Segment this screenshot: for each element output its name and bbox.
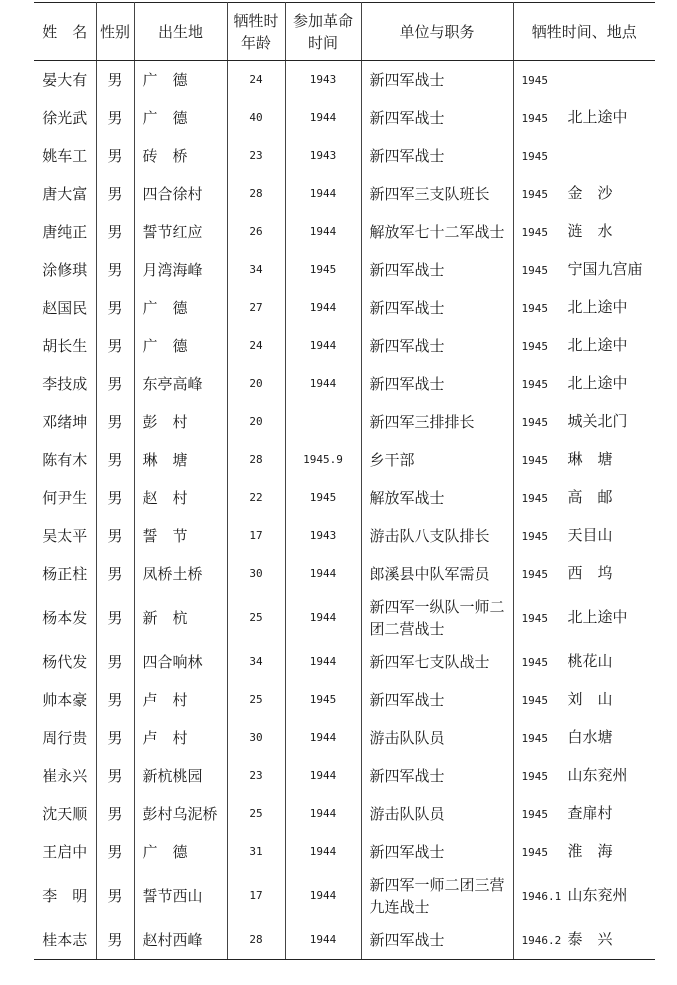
cell-age: 20 bbox=[227, 365, 285, 403]
death-year: 1945 bbox=[521, 694, 548, 707]
cell-unit-position: 新四军战士 bbox=[361, 921, 513, 960]
cell-birthplace: 誓节红应 bbox=[134, 213, 227, 251]
death-place: 北上途中 bbox=[567, 108, 628, 126]
cell-sex: 男 bbox=[96, 871, 134, 921]
death-place: 刘 山 bbox=[567, 690, 613, 708]
cell-unit-position: 新四军七支队战士 bbox=[361, 643, 513, 681]
cell-sex: 男 bbox=[96, 921, 134, 960]
cell-join-year: 1944 bbox=[285, 213, 361, 251]
cell-age: 20 bbox=[227, 403, 285, 441]
cell-unit-position: 郎溪县中队军需员 bbox=[361, 555, 513, 593]
table-row bbox=[34, 719, 655, 757]
cell-death-time-place bbox=[513, 719, 655, 757]
cell-join-year: 1944 bbox=[285, 555, 361, 593]
cell-birthplace: 四合徐村 bbox=[134, 175, 227, 213]
cell-name: 杨代发 bbox=[34, 643, 96, 681]
death-year: 1945 bbox=[521, 454, 548, 467]
header-row bbox=[34, 3, 655, 61]
martyrs-table bbox=[34, 2, 655, 960]
cell-birthplace: 卢 村 bbox=[134, 719, 227, 757]
table-row bbox=[34, 441, 655, 479]
table-row bbox=[34, 137, 655, 175]
cell-join-year: 1945 bbox=[285, 251, 361, 289]
cell-sex: 男 bbox=[96, 681, 134, 719]
death-year: 1945 bbox=[521, 770, 548, 783]
death-year: 1946.2 bbox=[521, 934, 562, 947]
cell-unit-position: 新四军战士 bbox=[361, 681, 513, 719]
cell-birthplace: 东亭高峰 bbox=[134, 365, 227, 403]
cell-join-year: 1943 bbox=[285, 517, 361, 555]
cell-birthplace: 新杭桃园 bbox=[134, 757, 227, 795]
cell-name: 赵国民 bbox=[34, 289, 96, 327]
cell-sex: 男 bbox=[96, 555, 134, 593]
cell-age: 31 bbox=[227, 833, 285, 871]
table-row bbox=[34, 643, 655, 681]
cell-death-time-place bbox=[513, 555, 655, 593]
cell-name: 徐光武 bbox=[34, 99, 96, 137]
cell-death-time-place bbox=[513, 833, 655, 871]
death-year: 1945 bbox=[521, 150, 548, 163]
cell-birthplace: 誓 节 bbox=[134, 517, 227, 555]
cell-unit-position: 新四军三排排长 bbox=[361, 403, 513, 441]
cell-sex: 男 bbox=[96, 365, 134, 403]
cell-unit-position: 新四军三支队班长 bbox=[361, 175, 513, 213]
cell-unit-position: 解放军战士 bbox=[361, 479, 513, 517]
cell-sex: 男 bbox=[96, 517, 134, 555]
cell-age: 30 bbox=[227, 555, 285, 593]
death-year: 1945 bbox=[521, 612, 548, 625]
cell-join-year: 1944 bbox=[285, 289, 361, 327]
cell-unit-position: 新四军战士 bbox=[361, 99, 513, 137]
cell-sex: 男 bbox=[96, 289, 134, 327]
table-row bbox=[34, 757, 655, 795]
death-year: 1945 bbox=[521, 74, 548, 87]
cell-death-time-place bbox=[513, 61, 655, 100]
table-row bbox=[34, 289, 655, 327]
table-row bbox=[34, 795, 655, 833]
cell-age: 28 bbox=[227, 921, 285, 960]
cell-death-time-place bbox=[513, 137, 655, 175]
cell-join-year: 1944 bbox=[285, 795, 361, 833]
cell-sex: 男 bbox=[96, 137, 134, 175]
header-join-year: 参加革命时间 bbox=[285, 3, 361, 61]
cell-sex: 男 bbox=[96, 795, 134, 833]
cell-name: 晏大有 bbox=[34, 61, 96, 100]
cell-death-time-place bbox=[513, 921, 655, 960]
cell-age: 26 bbox=[227, 213, 285, 251]
cell-unit-position: 新四军战士 bbox=[361, 137, 513, 175]
cell-unit-position: 新四军一纵队一师二团二营战士 bbox=[361, 593, 513, 643]
cell-unit-position: 新四军战士 bbox=[361, 61, 513, 100]
table-row bbox=[34, 61, 655, 100]
death-year: 1945 bbox=[521, 846, 548, 859]
table-row bbox=[34, 251, 655, 289]
cell-birthplace: 新 杭 bbox=[134, 593, 227, 643]
cell-age: 17 bbox=[227, 517, 285, 555]
cell-age: 23 bbox=[227, 757, 285, 795]
cell-death-time-place bbox=[513, 175, 655, 213]
cell-death-time-place bbox=[513, 871, 655, 921]
cell-name: 何尹生 bbox=[34, 479, 96, 517]
death-year: 1946.1 bbox=[521, 890, 562, 903]
cell-death-time-place bbox=[513, 795, 655, 833]
header-birthplace: 出生地 bbox=[134, 3, 227, 61]
cell-name: 桂本志 bbox=[34, 921, 96, 960]
cell-name: 唐纯正 bbox=[34, 213, 96, 251]
table-row bbox=[34, 833, 655, 871]
cell-death-time-place bbox=[513, 757, 655, 795]
cell-join-year bbox=[285, 403, 361, 441]
cell-birthplace: 广 德 bbox=[134, 61, 227, 100]
cell-death-time-place bbox=[513, 593, 655, 643]
cell-death-time-place bbox=[513, 365, 655, 403]
table-body bbox=[34, 61, 655, 960]
death-place: 宁国九宫庙 bbox=[567, 260, 643, 278]
cell-death-time-place bbox=[513, 643, 655, 681]
cell-age: 25 bbox=[227, 795, 285, 833]
table-row bbox=[34, 921, 655, 960]
death-year: 1945 bbox=[521, 226, 548, 239]
cell-sex: 男 bbox=[96, 403, 134, 441]
cell-join-year: 1944 bbox=[285, 643, 361, 681]
cell-age: 34 bbox=[227, 643, 285, 681]
death-year: 1945 bbox=[521, 112, 548, 125]
cell-join-year: 1945 bbox=[285, 681, 361, 719]
cell-age: 30 bbox=[227, 719, 285, 757]
cell-age: 28 bbox=[227, 441, 285, 479]
cell-birthplace: 誓节西山 bbox=[134, 871, 227, 921]
cell-age: 25 bbox=[227, 593, 285, 643]
cell-age: 25 bbox=[227, 681, 285, 719]
cell-unit-position: 解放军七十二军战士 bbox=[361, 213, 513, 251]
table-row bbox=[34, 99, 655, 137]
death-year: 1945 bbox=[521, 302, 548, 315]
death-year: 1945 bbox=[521, 378, 548, 391]
cell-unit-position: 新四军战士 bbox=[361, 327, 513, 365]
death-place: 城关北门 bbox=[567, 412, 628, 430]
cell-death-time-place bbox=[513, 403, 655, 441]
cell-name: 王启中 bbox=[34, 833, 96, 871]
cell-unit-position: 新四军战士 bbox=[361, 833, 513, 871]
death-year: 1945 bbox=[521, 530, 548, 543]
death-year: 1945 bbox=[521, 188, 548, 201]
death-year: 1945 bbox=[521, 264, 548, 277]
cell-unit-position: 新四军战士 bbox=[361, 365, 513, 403]
table-row bbox=[34, 213, 655, 251]
cell-join-year: 1944 bbox=[285, 593, 361, 643]
cell-birthplace: 广 德 bbox=[134, 289, 227, 327]
death-place: 北上途中 bbox=[567, 336, 628, 354]
cell-sex: 男 bbox=[96, 757, 134, 795]
death-place: 桃花山 bbox=[567, 652, 613, 670]
cell-name: 涂修琪 bbox=[34, 251, 96, 289]
header-death-time-place: 牺牲时间、地点 bbox=[513, 3, 655, 61]
cell-sex: 男 bbox=[96, 441, 134, 479]
cell-birthplace: 赵 村 bbox=[134, 479, 227, 517]
table-row bbox=[34, 327, 655, 365]
cell-join-year: 1944 bbox=[285, 833, 361, 871]
cell-join-year: 1945 bbox=[285, 479, 361, 517]
cell-unit-position: 新四军战士 bbox=[361, 289, 513, 327]
cell-name: 吴太平 bbox=[34, 517, 96, 555]
cell-join-year: 1944 bbox=[285, 99, 361, 137]
cell-age: 34 bbox=[227, 251, 285, 289]
death-place: 北上途中 bbox=[567, 608, 628, 626]
cell-birthplace: 广 德 bbox=[134, 833, 227, 871]
death-place: 琳 塘 bbox=[567, 450, 613, 468]
table-row bbox=[34, 681, 655, 719]
table-row bbox=[34, 403, 655, 441]
table-row bbox=[34, 555, 655, 593]
cell-sex: 男 bbox=[96, 593, 134, 643]
cell-birthplace: 彭 村 bbox=[134, 403, 227, 441]
cell-birthplace: 凤桥土桥 bbox=[134, 555, 227, 593]
cell-sex: 男 bbox=[96, 833, 134, 871]
cell-join-year: 1944 bbox=[285, 921, 361, 960]
cell-join-year: 1944 bbox=[285, 757, 361, 795]
cell-join-year: 1943 bbox=[285, 61, 361, 100]
cell-age: 17 bbox=[227, 871, 285, 921]
cell-unit-position: 游击队队员 bbox=[361, 795, 513, 833]
death-place: 白水塘 bbox=[567, 728, 613, 746]
cell-sex: 男 bbox=[96, 327, 134, 365]
header-age: 牺牲时年龄 bbox=[227, 3, 285, 61]
cell-birthplace: 琳 塘 bbox=[134, 441, 227, 479]
death-year: 1945 bbox=[521, 416, 548, 429]
cell-name: 崔永兴 bbox=[34, 757, 96, 795]
cell-join-year: 1945.9 bbox=[285, 441, 361, 479]
cell-age: 23 bbox=[227, 137, 285, 175]
death-year: 1945 bbox=[521, 808, 548, 821]
header-unit-position: 单位与职务 bbox=[361, 3, 513, 61]
death-year: 1945 bbox=[521, 732, 548, 745]
header-name: 姓 名 bbox=[34, 3, 96, 61]
cell-age: 40 bbox=[227, 99, 285, 137]
cell-name: 胡长生 bbox=[34, 327, 96, 365]
death-year: 1945 bbox=[521, 656, 548, 669]
cell-birthplace: 广 德 bbox=[134, 99, 227, 137]
cell-name: 沈天顺 bbox=[34, 795, 96, 833]
death-place: 天目山 bbox=[567, 526, 613, 544]
cell-name: 姚车工 bbox=[34, 137, 96, 175]
cell-sex: 男 bbox=[96, 61, 134, 100]
cell-name: 唐大富 bbox=[34, 175, 96, 213]
cell-name: 帅本豪 bbox=[34, 681, 96, 719]
table-row bbox=[34, 479, 655, 517]
death-place: 北上途中 bbox=[567, 374, 628, 392]
table-row bbox=[34, 871, 655, 921]
cell-death-time-place bbox=[513, 681, 655, 719]
cell-birthplace: 赵村西峰 bbox=[134, 921, 227, 960]
cell-death-time-place bbox=[513, 441, 655, 479]
cell-name: 陈有木 bbox=[34, 441, 96, 479]
death-place: 泰 兴 bbox=[567, 930, 613, 948]
table-row bbox=[34, 365, 655, 403]
death-place: 金 沙 bbox=[567, 184, 613, 202]
cell-birthplace: 彭村乌泥桥 bbox=[134, 795, 227, 833]
death-place: 山东兖州 bbox=[567, 766, 628, 784]
cell-sex: 男 bbox=[96, 479, 134, 517]
death-place: 北上途中 bbox=[567, 298, 628, 316]
table-row bbox=[34, 593, 655, 643]
cell-death-time-place bbox=[513, 289, 655, 327]
cell-join-year: 1944 bbox=[285, 175, 361, 213]
header-sex: 性别 bbox=[96, 3, 134, 61]
death-year: 1945 bbox=[521, 568, 548, 581]
cell-age: 27 bbox=[227, 289, 285, 327]
death-place: 查扉村 bbox=[567, 804, 613, 822]
cell-join-year: 1944 bbox=[285, 327, 361, 365]
cell-death-time-place bbox=[513, 213, 655, 251]
cell-unit-position: 新四军一师二团三营九连战士 bbox=[361, 871, 513, 921]
table-row bbox=[34, 175, 655, 213]
cell-birthplace: 卢 村 bbox=[134, 681, 227, 719]
cell-sex: 男 bbox=[96, 643, 134, 681]
cell-sex: 男 bbox=[96, 213, 134, 251]
cell-age: 24 bbox=[227, 327, 285, 365]
cell-unit-position: 游击队队员 bbox=[361, 719, 513, 757]
death-year: 1945 bbox=[521, 492, 548, 505]
cell-death-time-place bbox=[513, 99, 655, 137]
cell-sex: 男 bbox=[96, 719, 134, 757]
cell-sex: 男 bbox=[96, 251, 134, 289]
table-header bbox=[34, 3, 655, 61]
cell-death-time-place bbox=[513, 479, 655, 517]
cell-sex: 男 bbox=[96, 99, 134, 137]
death-place: 西 坞 bbox=[567, 564, 613, 582]
cell-join-year: 1943 bbox=[285, 137, 361, 175]
cell-unit-position: 新四军战士 bbox=[361, 251, 513, 289]
cell-birthplace: 砖 桥 bbox=[134, 137, 227, 175]
cell-birthplace: 四合响林 bbox=[134, 643, 227, 681]
cell-age: 28 bbox=[227, 175, 285, 213]
table-row bbox=[34, 517, 655, 555]
cell-join-year: 1944 bbox=[285, 365, 361, 403]
death-place: 山东兖州 bbox=[567, 886, 628, 904]
cell-name: 杨本发 bbox=[34, 593, 96, 643]
cell-sex: 男 bbox=[96, 175, 134, 213]
death-year: 1945 bbox=[521, 340, 548, 353]
death-place: 高 邮 bbox=[567, 488, 613, 506]
cell-unit-position: 游击队八支队排长 bbox=[361, 517, 513, 555]
cell-unit-position: 新四军战士 bbox=[361, 757, 513, 795]
cell-join-year: 1944 bbox=[285, 871, 361, 921]
death-place: 涟 水 bbox=[567, 222, 613, 240]
cell-death-time-place bbox=[513, 517, 655, 555]
cell-name: 邓绪坤 bbox=[34, 403, 96, 441]
death-place: 淮 海 bbox=[567, 842, 613, 860]
cell-join-year: 1944 bbox=[285, 719, 361, 757]
cell-name: 李技成 bbox=[34, 365, 96, 403]
cell-age: 24 bbox=[227, 61, 285, 100]
cell-death-time-place bbox=[513, 327, 655, 365]
cell-unit-position: 乡干部 bbox=[361, 441, 513, 479]
cell-birthplace: 广 德 bbox=[134, 327, 227, 365]
cell-name: 周行贵 bbox=[34, 719, 96, 757]
cell-name: 杨正柱 bbox=[34, 555, 96, 593]
cell-age: 22 bbox=[227, 479, 285, 517]
cell-birthplace: 月湾海峰 bbox=[134, 251, 227, 289]
cell-name: 李 明 bbox=[34, 871, 96, 921]
cell-death-time-place bbox=[513, 251, 655, 289]
